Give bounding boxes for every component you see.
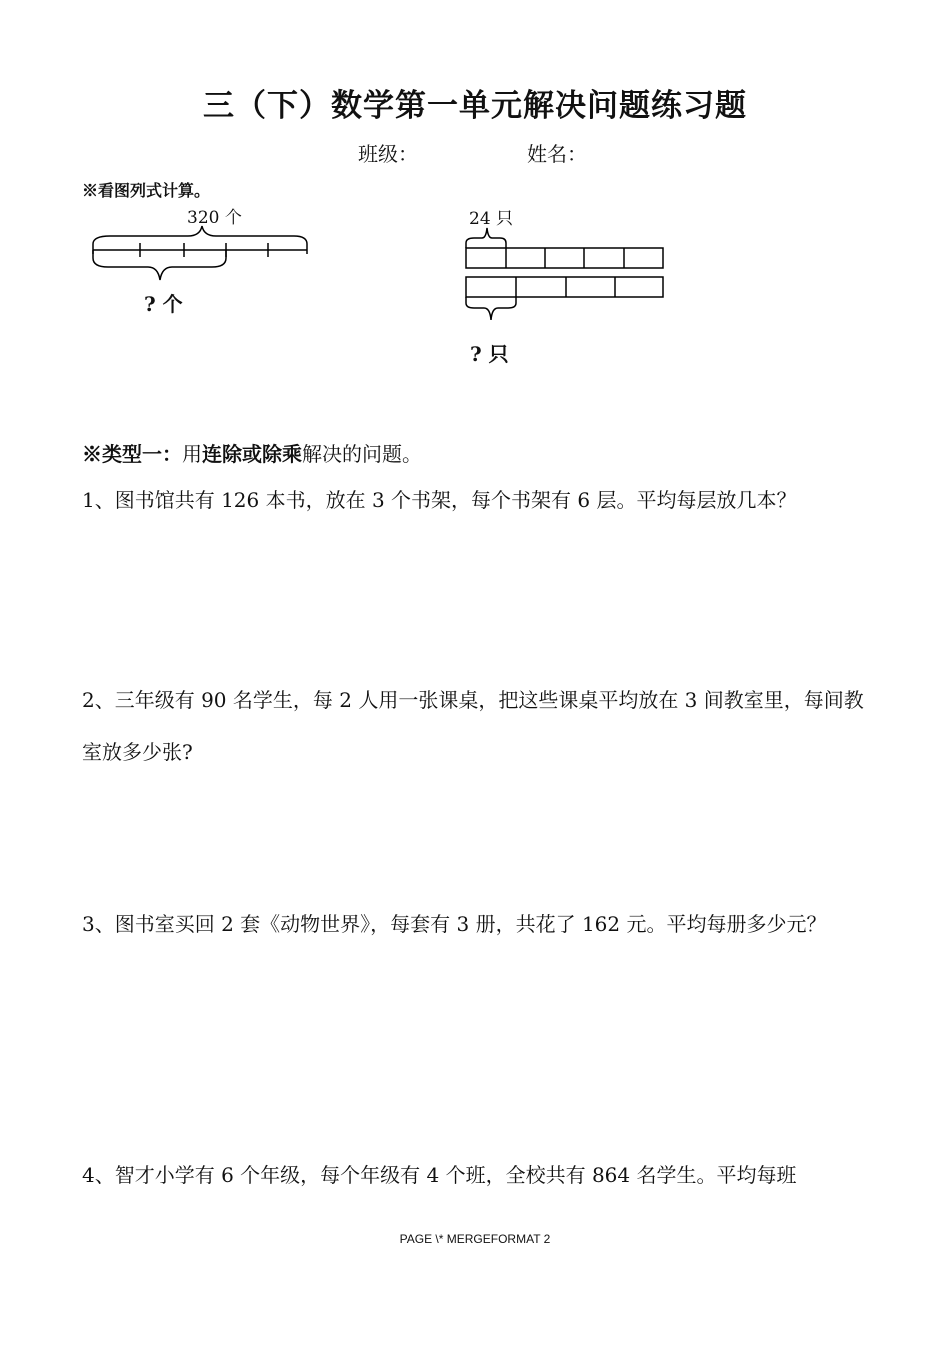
right-unit-label: 24 只: [469, 209, 514, 229]
left-bottom-brace: [93, 250, 226, 280]
class-label: 班级：: [358, 142, 418, 166]
right-question-label: ? 只: [470, 342, 509, 366]
right-bottom-brace: [466, 297, 516, 320]
question-4: 4、智才小学有 6 个年级，每个年级有 4 个班，全校共有 864 名学生。平均每班: [82, 1163, 797, 1187]
type1-heading: ※类型一：用连除或除乘解决的问题。: [82, 442, 422, 466]
name-label: 姓名：: [527, 142, 587, 166]
right-row1: [466, 248, 663, 268]
page-footer: PAGE \* MERGEFORMAT 2: [399, 1232, 551, 1246]
diagram-drawings: [0, 0, 950, 400]
left-total-label: 320 个: [187, 208, 242, 228]
question-1: 1、图书馆共有 126 本书，放在 3 个书架，每个书架有 6 层。平均每层放几本？: [82, 488, 797, 512]
left-question-label: ? 个: [144, 292, 183, 316]
question-3: 3、图书室买回 2 套《动物世界》，每套有 3 册，共花了 162 元。平均每册多少元？: [82, 912, 827, 936]
section-diagram-heading: ※看图列式计算。: [82, 181, 211, 200]
page-title: 三（下）数学第一单元解决问题练习题: [203, 88, 747, 124]
right-top-brace: [466, 228, 506, 248]
right-row2: [466, 277, 663, 297]
question-2: 2、三年级有 90 名学生，每 2 人用一张课桌，把这些课桌平均放在 3 间教室里，每间教室放多少张?: [82, 688, 864, 764]
